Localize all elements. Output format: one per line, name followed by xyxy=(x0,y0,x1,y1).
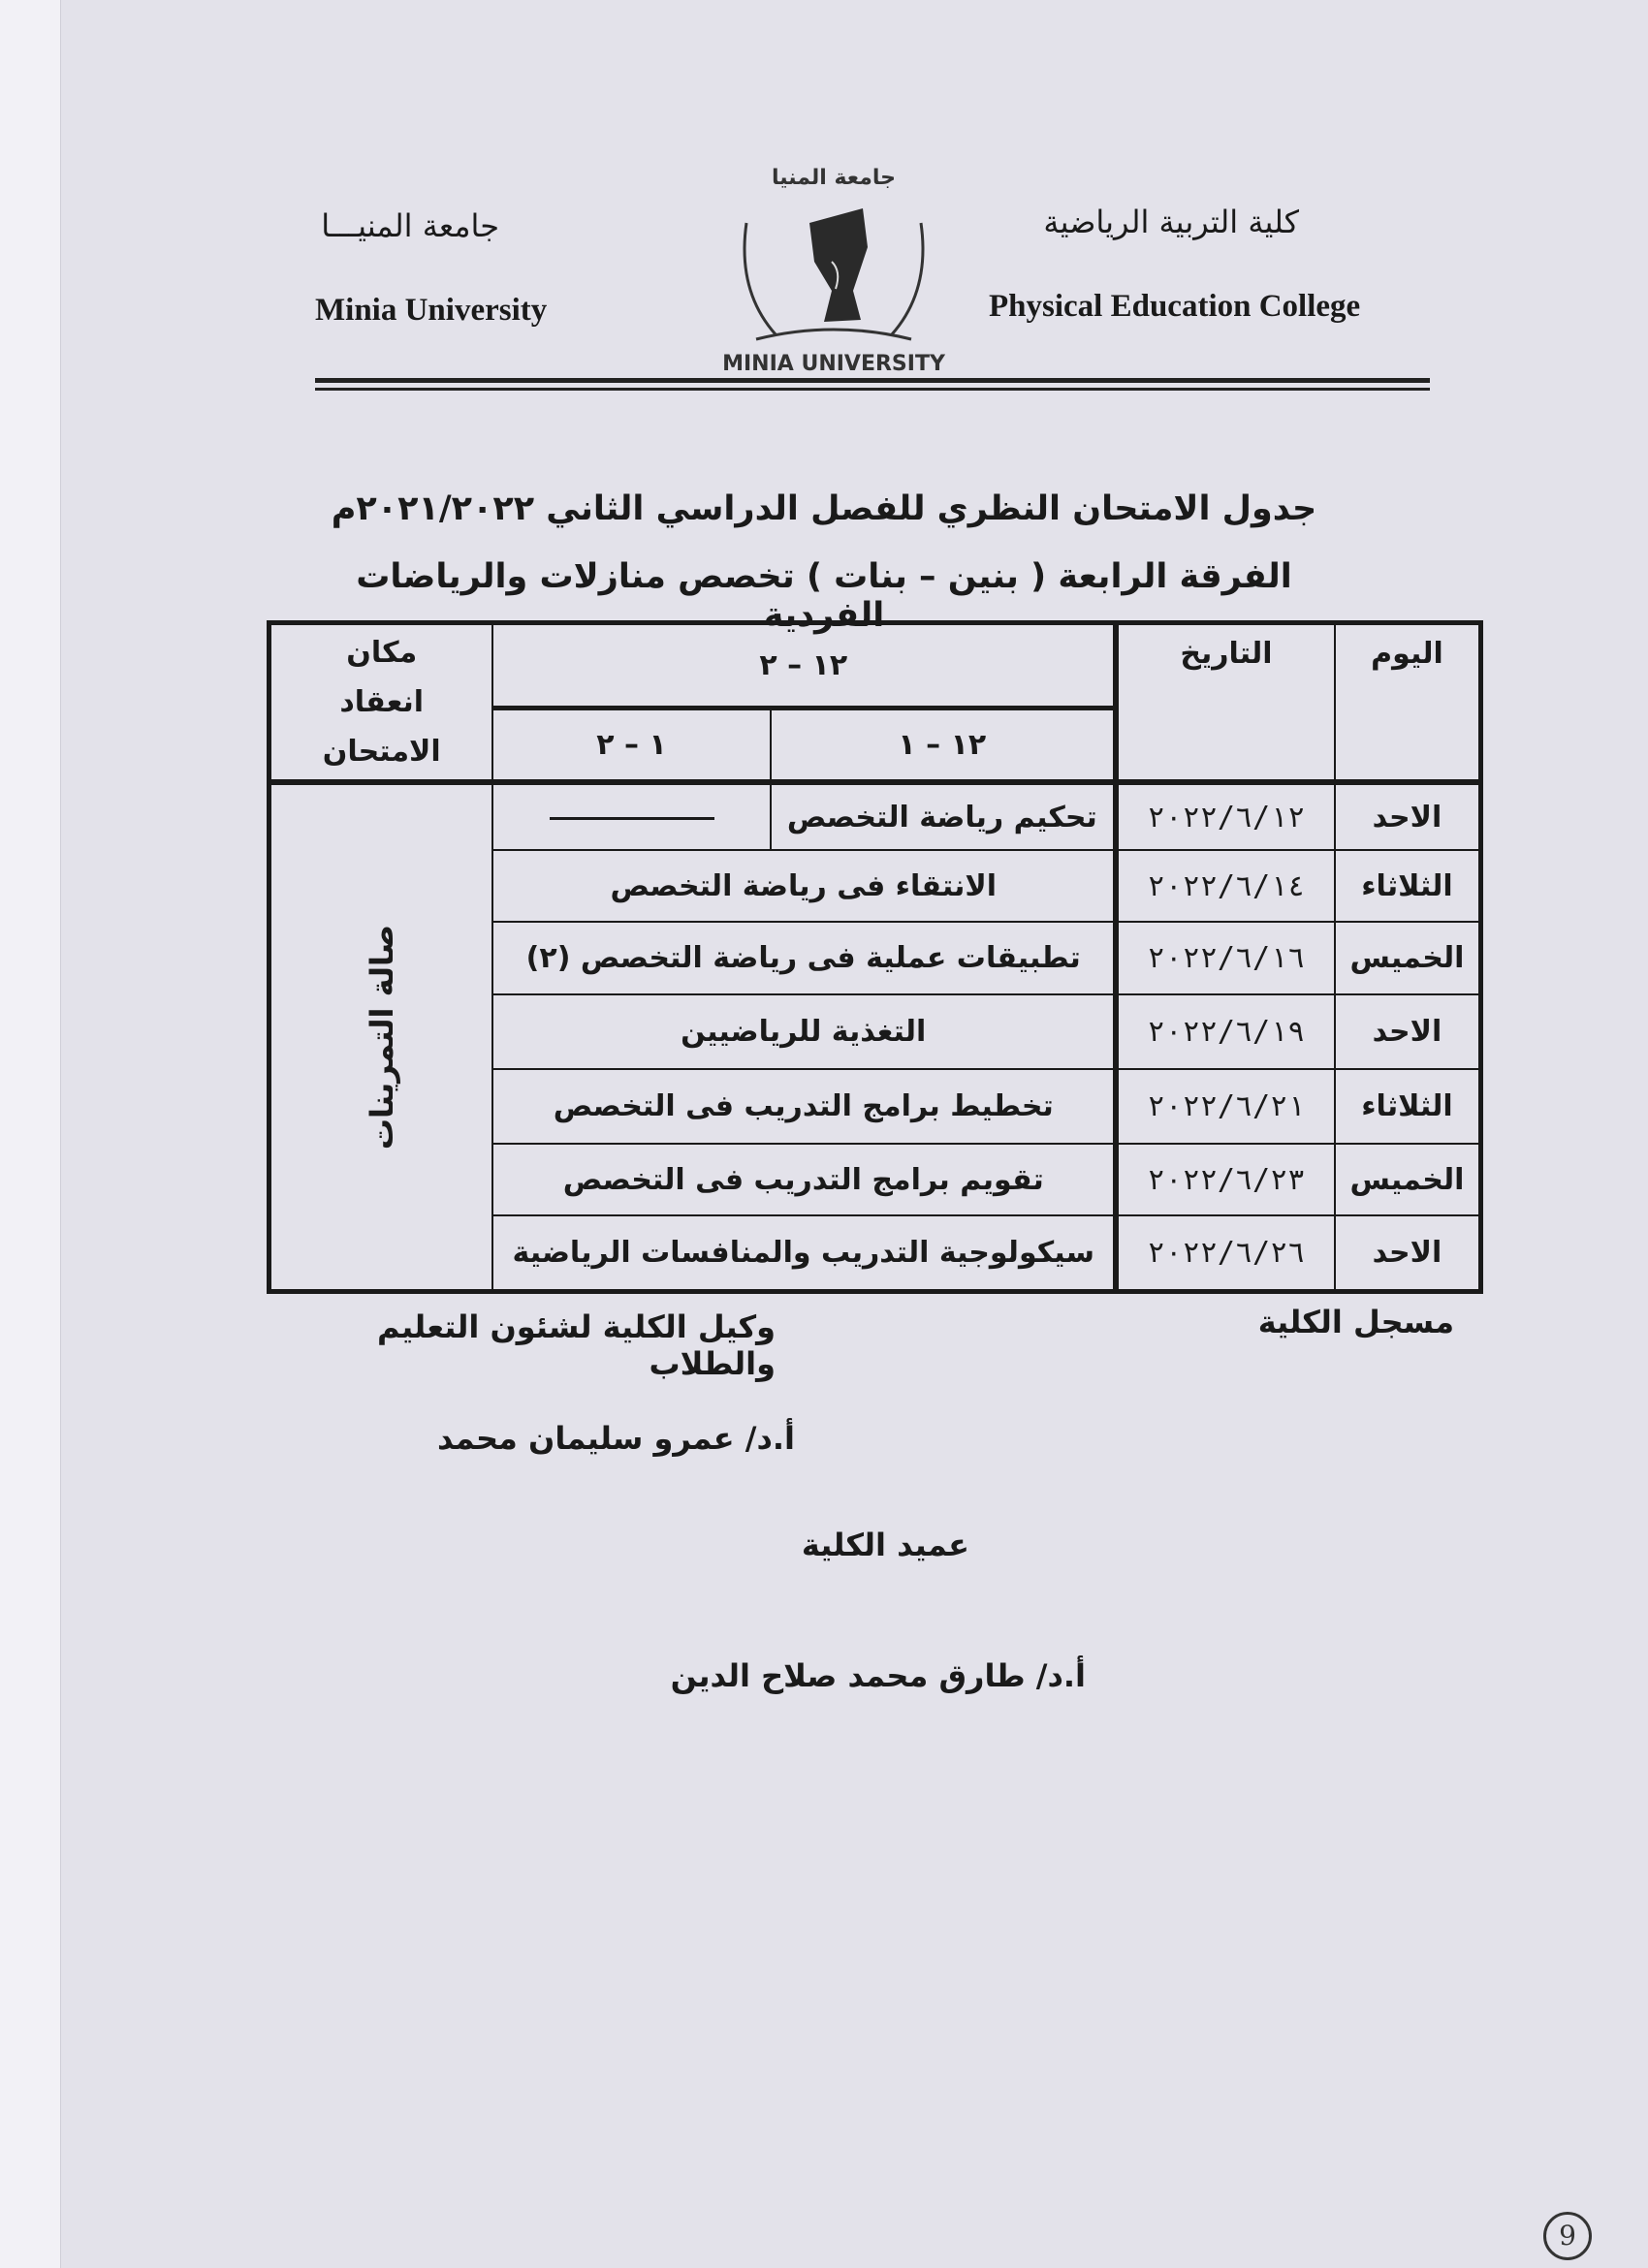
row-date: ٢٠٢٢/٦/١٦ xyxy=(1116,922,1335,993)
college-name-en: Physical Education College xyxy=(989,289,1361,324)
row-day: الثلاثاء xyxy=(1335,1069,1481,1144)
table-row xyxy=(269,782,1481,850)
row-subject: الانتقاء فى رياضة التخصص xyxy=(492,850,1116,922)
row-day: الاحد xyxy=(1335,782,1481,850)
row-date: ٢٠٢٢/٦/٢٦ xyxy=(1116,1215,1335,1291)
row-date: ٢٠٢٢/٦/١٢ xyxy=(1116,782,1335,850)
row-subject: تخطيط برامج التدريب فى التخصص xyxy=(492,1069,1116,1144)
scan-margin xyxy=(0,0,61,2268)
row-date: ٢٠٢٢/٦/٢٣ xyxy=(1116,1144,1335,1215)
vice-dean-name: أ.د/ عمرو سليمان محمد xyxy=(437,1420,795,1457)
header-day: اليوم xyxy=(1335,623,1481,783)
row-subject: سيكولوجية التدريب والمنافسات الرياضية xyxy=(492,1215,1116,1291)
header-slot-1-2: ١ – ٢ xyxy=(492,708,770,782)
header-date: التاريخ xyxy=(1116,623,1335,783)
dean-name: أ.د/ طارق محمد صلاح الدين xyxy=(670,1657,1086,1694)
header-slot-12-1: ١٢ – ١ xyxy=(771,708,1116,782)
empty-dash xyxy=(550,817,714,820)
row-day: الخميس xyxy=(1335,922,1481,993)
logo-arc-text: جامعة المنيا xyxy=(772,166,896,190)
university-name-ar: جامعة المنيـــا xyxy=(321,207,499,244)
row-subject: تطبيقات عملية فى رياضة التخصص (٢) xyxy=(492,922,1116,993)
college-name-ar: كلية التربية الرياضية xyxy=(1043,204,1299,240)
row-date: ٢٠٢٢/٦/١٩ xyxy=(1116,994,1335,1069)
venue-cell xyxy=(269,782,493,1291)
university-name-en: Minia University xyxy=(315,293,548,328)
venue-name: صالة التمرينات xyxy=(363,925,400,1150)
row-day: الاحد xyxy=(1335,1215,1481,1291)
row-date: ٢٠٢٢/٦/٢١ xyxy=(1116,1069,1335,1144)
row-date: ٢٠٢٢/٦/١٤ xyxy=(1116,850,1335,922)
page-number: 9 xyxy=(1543,2212,1592,2260)
row-subject: تحكيم رياضة التخصص xyxy=(771,782,1116,850)
header-time: ١٢ – ٢ xyxy=(492,623,1116,709)
registrar-label: مسجل الكلية xyxy=(1257,1304,1454,1340)
page-title: جدول الامتحان النظري للفصل الدراسي الثاني ٢٠٢١/٢٠٢٢م xyxy=(331,489,1317,528)
row-day: الخميس xyxy=(1335,1144,1481,1215)
header-venue: مكان انعقاد الامتحان xyxy=(269,623,493,783)
page-subtitle: الفرقة الرابعة ( بنين – بنات ) تخصص منازلات والرياضات الفردية xyxy=(356,557,1292,635)
header-rule-thin xyxy=(315,388,1430,391)
university-logo xyxy=(717,155,950,378)
row-subject: التغذية للرياضيين xyxy=(492,994,1116,1069)
header-rule xyxy=(315,378,1430,383)
row-subject: تقويم برامج التدريب فى التخصص xyxy=(492,1144,1116,1215)
dean-label: عميد الكلية xyxy=(801,1527,969,1563)
vice-dean-label: وكيل الكلية لشئون التعليم والطلاب xyxy=(376,1308,776,1382)
logo-caption: MINIA UNIVERSITY xyxy=(722,352,945,376)
nefertiti-logo-icon xyxy=(717,155,950,378)
exam-schedule-table xyxy=(267,620,1483,1294)
row-day: الثلاثاء xyxy=(1335,850,1481,922)
row-day: الاحد xyxy=(1335,994,1481,1069)
row-empty-slot xyxy=(492,782,770,850)
